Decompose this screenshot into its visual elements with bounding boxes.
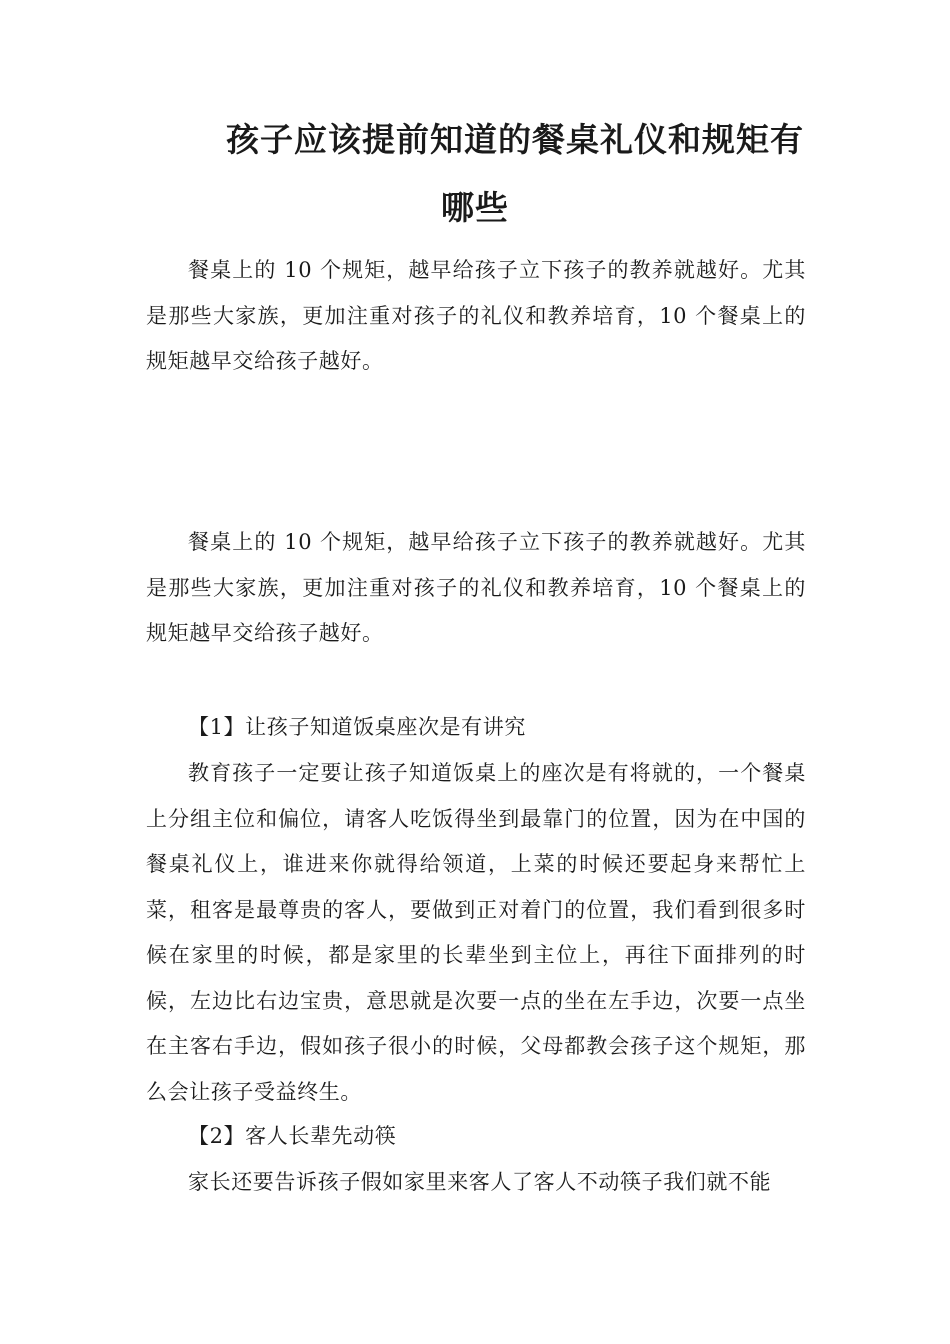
intro-paragraph-2: 餐桌上的 10 个规矩，越早给孩子立下孩子的教养就越好。尤其是那些大家族，更加注重对孩子的礼仪和教养培育，10 个餐桌上的规矩越早交给孩子越好。	[146, 530, 806, 645]
intro-paragraph-1: 餐桌上的 10 个规矩，越早给孩子立下孩子的教养就越好。尤其是那些大家族，更加注重对孩子的礼仪和教养培育，10 个餐桌上的规矩越早交给孩子越好。	[146, 258, 806, 373]
document-title-line-2: 哪些	[441, 188, 509, 227]
section-2-body: 家长还要告诉孩子假如家里来客人了客人不动筷子我们就不能	[188, 1170, 772, 1194]
section-1-heading: 【1】让孩子知道饭桌座次是有讲究	[188, 715, 526, 739]
section-1-body: 教育孩子一定要让孩子知道饭桌上的座次是有将就的，一个餐桌上分组主位和偏位，请客人吃饭得坐到最靠门的位置，因为在中国的餐桌礼仪上，谁进来你就得给领道，上菜的时候还要起身来帮忙上菜，租客是最尊贵的客人，要做到正对着门的位置，我们看到很多时候在家里的时候，都是家里的长辈坐到主位上，再往下面排列的时候，左边比右边宝贵，意思就是次要一点的坐在左手边，次要一点坐在主客右手边，假如孩子很小的时候，父母都教会孩子这个规矩，那么会让孩子受益终生。	[146, 761, 806, 1104]
section-2-heading: 【2】客人长辈先动筷	[188, 1124, 397, 1148]
document-title-line-1: 孩子应该提前知道的餐桌礼仪和规矩有	[226, 120, 804, 159]
